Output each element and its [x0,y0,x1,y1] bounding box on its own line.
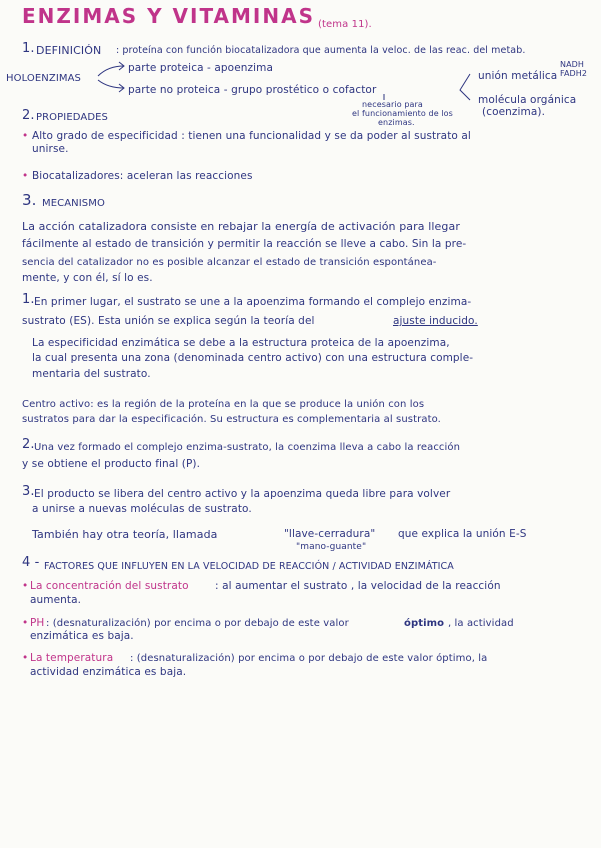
section3-number: 3. [22,191,37,209]
especificidad-l2: la cual presenta una zona (denominada centro activo) con una estructura comple- [32,352,474,364]
prop-especificidad-2: unirse. [32,143,69,155]
factor-ph-text-3: enzimática es baja. [30,630,134,642]
section4-heading: FACTORES QUE INFLUYEN EN LA VELOCIDAD DE REACCIÓN / ACTIVIDAD ENZIMÁTICA [44,561,454,572]
step1-l1: En primer lugar, el sustrato se une a la apoenzima formando el complejo enzima- [34,296,472,308]
mecanismo-p1-l2: fácilmente al estado de transición y permitir la reacción se lleve a cabo. Sin la pre- [22,238,467,250]
cofactor-note-3: enzimas. [378,118,415,127]
page-title: ENZIMAS Y VITAMINAS [22,4,315,28]
step3-number: 3. [22,484,35,499]
section2-number: 2. [22,108,35,123]
factor-temperatura-text: : (desnaturalización) por encima o por debajo de este valor óptimo, la [130,653,488,664]
step2-l2: y se obtiene el producto final (P). [22,458,201,470]
holoenzima-branch-proteica: parte proteica - apoenzima [128,62,274,74]
especificidad-l1: La especificidad enzimática se debe a la estructura proteica de la apoenzima, [32,337,450,349]
cofactor-metalica-note: NADH FADH2 [560,60,588,78]
section1-number: 1. [22,41,35,56]
mecanismo-p1-l4: mente, y con él, sí lo es. [22,272,153,284]
step1-l2a: sustrato (ES). Esta unión se explica según la teoría del [22,315,315,327]
centro-activo-l1: Centro activo: es la región de la proteína en la que se produce la unión con los [22,399,425,410]
holoenzima-branch-no-proteica: parte no proteica - grupo prostético o cofactor [128,84,377,96]
bullet-icon: • [22,170,29,182]
tema-label: (tema 11). [318,19,372,30]
cofactor-note-2: el funcionamiento de los [352,109,453,118]
mecanismo-p1-l1: La acción catalizadora consiste en rebajar la energía de activación para llegar [22,220,460,233]
step3-l1: El producto se libera del centro activo y la apoenzima queda libre para volver [34,488,451,500]
section4-number: 4 - [22,555,40,570]
prop-especificidad-1: Alto grado de especificidad : tienen una funcionalidad y se da poder al sustrato al [32,130,471,142]
cofactor-coenzima: (coenzima). [482,106,546,118]
factor-concentracion-label: La concentración del sustrato [30,580,189,592]
holoenzimas-label: HOLOENZIMAS [6,73,81,84]
step2-l1: Una vez formado el complejo enzima-sustrato, la coenzima lleva a cabo la reacción [34,442,461,453]
prop-biocatalizadores: Biocatalizadores: aceleran las reacciones [32,170,253,182]
factor-concentracion-text: : al aumentar el sustrato , la velocidad de la reacción [215,580,501,592]
tambien-llave-cerradura: "llave-cerradura" [284,528,376,540]
factor-ph-label: PH [30,617,45,629]
section3-heading: MECANISMO [42,198,105,209]
bullet-icon: • [22,130,29,142]
section1-text: : proteína con función biocatalizadora que aumenta la veloc. de las reac. del metab. [116,45,526,56]
factor-temperatura-label: La temperatura [30,652,114,664]
step3-l2: a unirse a nuevas moléculas de sustrato. [32,503,252,515]
especificidad-l3: mentaria del sustrato. [32,368,151,380]
cofactor-metalica: unión metálica [478,70,558,82]
mecanismo-p1-l3: sencia del catalizador no es posible alcanzar el estado de transición espontánea- [22,257,437,268]
step1-ajuste-inducido: ajuste inducido. [393,315,478,327]
cofactor-organica: molécula orgánica [478,94,577,106]
centro-activo-l2: sustratos para dar la especificación. Su estructura es complementaria al sustrato. [22,414,441,425]
section1-heading: DEFINICIÓN [36,44,102,57]
cofactor-note-1: necesario para [362,100,423,109]
factor-ph-text-2: , la actividad [448,618,514,629]
step2-number: 2. [22,437,35,452]
bullet-icon: • [22,652,29,664]
tambien-a: También hay otra teoría, llamada [32,528,218,541]
factor-temperatura-text-2: actividad enzimática es baja. [30,666,187,678]
bullet-icon: • [22,617,29,629]
factor-concentracion-text-2: aumenta. [30,594,82,606]
step1-number: 1. [22,292,35,307]
bullet-icon: • [22,580,29,592]
factor-ph-text: : (desnaturalización) por encima o por debajo de este valor [46,618,349,629]
tambien-c: que explica la unión E-S [398,528,527,540]
tambien-mano-guante: "mano-guante" [296,542,367,552]
factor-ph-optimo: óptimo [404,618,445,629]
section2-heading: PROPIEDADES [36,112,108,123]
